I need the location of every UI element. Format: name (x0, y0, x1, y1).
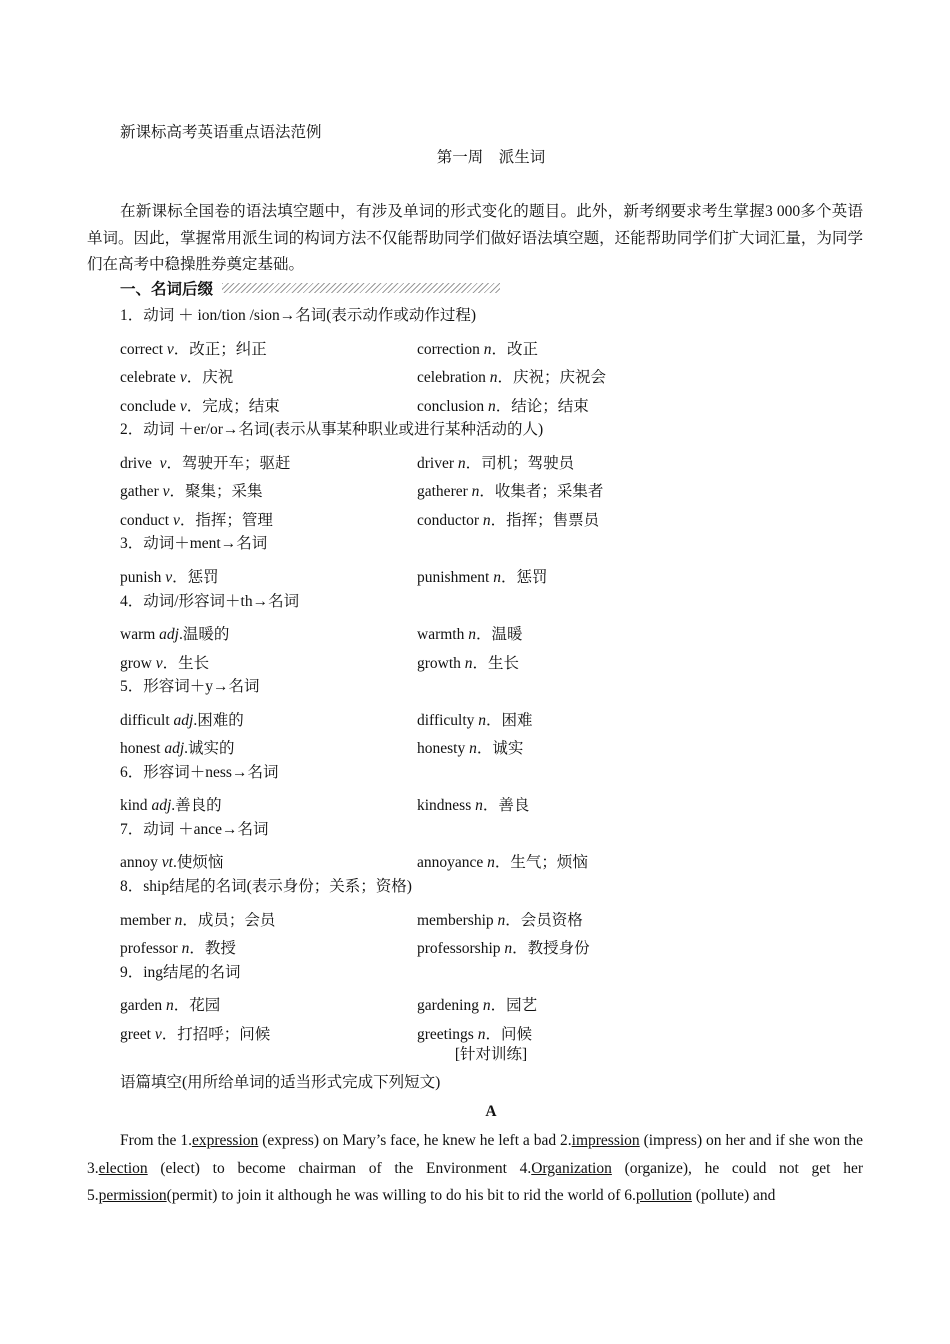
derived-word (417, 709, 533, 733)
meaning: ．问候 (485, 1025, 532, 1043)
derived-word (417, 851, 588, 875)
word-pair-row (120, 994, 880, 1018)
word-pair-row (120, 652, 880, 676)
part-of-speech: adj (164, 740, 185, 758)
base-word (120, 737, 235, 761)
section-divider (222, 283, 500, 293)
base-word (120, 909, 275, 933)
meaning: ．司机；驾驶员 (465, 454, 575, 472)
word-pair-row (120, 937, 880, 961)
word: warm (120, 626, 160, 644)
passage-text: (organize), he could not get her 5. (87, 1159, 863, 1204)
meaning: ．完成；结束 (186, 397, 280, 415)
word: annoyance (417, 854, 488, 872)
word: membership (417, 911, 498, 929)
word: kindness (417, 797, 476, 815)
word: professorship (417, 940, 505, 958)
meaning: ．温暖 (475, 626, 523, 644)
exercise-instructions: (用所给单词的适当形式完成下列短文) (182, 1074, 441, 1091)
meaning: ．成员；会员 (182, 911, 276, 929)
base-word (120, 652, 209, 676)
meaning: ．改正 (491, 340, 538, 358)
word-pair-row (120, 366, 880, 390)
part-of-speech: v (154, 1025, 162, 1043)
word: difficult (120, 711, 174, 729)
base-word (120, 794, 222, 818)
part-of-speech: n (478, 711, 487, 729)
training-title: [针对训练] (454, 1046, 528, 1063)
meaning: ．生长 (472, 654, 520, 672)
word-pair-row (120, 395, 880, 419)
derived-word (417, 480, 603, 504)
meaning: ．收集者；采集者 (479, 483, 604, 501)
meaning: ．教授身份 (512, 940, 590, 958)
exercise-label: 语篇填空 (120, 1074, 183, 1091)
part-of-speech: adj (159, 626, 179, 644)
word: warmth (417, 626, 469, 644)
rule-heading: 6．形容词＋ness→名词 (120, 763, 279, 781)
derived-word (417, 338, 538, 362)
word: grow (120, 654, 156, 672)
word: conclude (120, 397, 180, 415)
answer-5: permission (98, 1187, 167, 1204)
word: conduct (120, 511, 173, 529)
meaning: .困难的 (193, 711, 244, 729)
base-word (120, 709, 244, 733)
meaning: ．改正；纠正 (173, 340, 267, 358)
word-pair-row (120, 794, 880, 818)
word-pair-row (120, 1023, 880, 1047)
meaning: ．生气；烦恼 (494, 854, 588, 872)
meaning: ．庆祝 (186, 369, 234, 387)
base-word (120, 623, 229, 647)
rule-heading: 7．动词 ＋ance→名词 (120, 820, 269, 838)
base-word (120, 480, 263, 504)
exercise-heading (120, 1073, 440, 1093)
base-word (120, 509, 273, 533)
week-title: 第一周 派生词 (436, 149, 546, 166)
word: honesty (417, 740, 470, 758)
word: garden (120, 997, 167, 1015)
base-word (120, 994, 220, 1018)
passage-text: (impress) on her and if she won the 3. (87, 1132, 863, 1177)
meaning: ．惩罚 (500, 568, 548, 586)
part-of-speech: n (457, 454, 466, 472)
word: driver (417, 454, 458, 472)
part-of-speech: v (179, 397, 187, 415)
meaning: ．教授 (189, 940, 236, 958)
base-word (120, 851, 223, 875)
meaning: .温暖的 (178, 626, 230, 644)
passage-text: (express) on Mary’s face, he knew he left a bad 2. (258, 1132, 572, 1149)
rule-heading: 3．动词＋ment→名词 (120, 535, 268, 553)
meaning: ．聚集；采集 (169, 483, 263, 501)
word: kind (120, 797, 152, 815)
meaning: ．驾驶开车；驱赶 (166, 454, 291, 472)
word: professor (120, 940, 182, 958)
meaning: ．庆祝；庆祝会 (497, 369, 606, 387)
meaning: ．善良 (482, 797, 530, 815)
part-of-speech: adj (151, 797, 172, 815)
word: conductor (417, 511, 483, 529)
part-of-speech: n (482, 511, 491, 529)
derived-word (417, 1023, 532, 1047)
word: gather (120, 483, 163, 501)
part-of-speech: v (166, 340, 174, 358)
passage-label: A (485, 1103, 497, 1120)
derived-word (417, 909, 583, 933)
passage-text: (permit) to join it although he was willing to do his bit to rid the world of 6. (166, 1187, 636, 1204)
rule-heading: 5．形容词＋y→名词 (120, 678, 260, 696)
part-of-speech: n (497, 911, 506, 929)
word: member (120, 911, 175, 929)
passage-text: (pollute) and (691, 1187, 776, 1204)
part-of-speech: n (477, 1025, 486, 1043)
word: gardening (417, 997, 483, 1015)
word-pair-row (120, 737, 880, 761)
word: conclusion (417, 397, 489, 415)
part-of-speech: v (159, 454, 167, 472)
part-of-speech: n (468, 626, 476, 644)
part-of-speech: v (155, 654, 163, 672)
word: annoy (120, 854, 162, 872)
base-word (120, 395, 280, 419)
derived-word (417, 652, 519, 676)
meaning: ．结论；结束 (495, 397, 589, 415)
meaning: ．花园 (173, 997, 221, 1015)
part-of-speech: n (487, 854, 495, 872)
part-of-speech: n (489, 369, 498, 387)
meaning: ．指挥；售票员 (490, 511, 600, 529)
part-of-speech: n (471, 483, 480, 501)
word: correct (120, 340, 167, 358)
document-title: 新课标高考英语重点语法范例 (120, 124, 322, 141)
answer-3: election (98, 1159, 148, 1177)
part-of-speech: v (172, 511, 180, 529)
word-pair-row (120, 709, 880, 733)
meaning: ．打招呼；问候 (161, 1025, 271, 1043)
section-heading: 一、名词后缀 (120, 281, 214, 298)
meaning: ．会员资格 (505, 911, 583, 929)
part-of-speech: n (488, 397, 496, 415)
meaning: .诚实的 (184, 740, 235, 758)
part-of-speech: vt (161, 854, 173, 872)
meaning: ．生长 (162, 654, 210, 672)
passage-text: (elect) to become chairman of the Environment 4. (147, 1159, 532, 1177)
derived-word (417, 509, 599, 533)
passage-a (87, 1127, 863, 1210)
rule-heading: 1．动词 ＋ ion/tion /sion→名词(表示动作或动作过程) (120, 307, 477, 324)
word: gatherer (417, 483, 472, 501)
word: drive (120, 454, 160, 472)
word: greetings (417, 1025, 478, 1043)
base-word (120, 1023, 270, 1047)
part-of-speech: n (464, 654, 473, 672)
derived-word (417, 366, 606, 390)
derived-word (417, 623, 523, 647)
part-of-speech: adj (173, 711, 194, 729)
meaning: ．诚实 (476, 740, 524, 758)
word-pair-row (120, 338, 880, 362)
word-pair-row (120, 909, 880, 933)
word: punishment (417, 568, 494, 586)
meaning: ．惩罚 (172, 568, 219, 586)
answer-6: pollution (635, 1187, 692, 1204)
part-of-speech: v (179, 369, 187, 387)
derived-word (417, 737, 523, 761)
derived-word (417, 566, 547, 590)
meaning: .使烦恼 (172, 854, 224, 872)
intro-paragraph: 在新课标全国卷的语法填空题中，有涉及单词的形式变化的题目。此外，新考纲要求考生掌握3 000多个英语单词。因此，掌握常用派生词的构词方法不仅能帮助同学们做好语法填空题，还能帮助同学们扩大词汇量，为同学们在高考中稳操胜券奠定基础。 (87, 203, 863, 273)
part-of-speech: n (475, 797, 483, 815)
word: honest (120, 740, 165, 758)
part-of-speech: v (165, 568, 173, 586)
part-of-speech: n (469, 740, 477, 758)
passage-text: From the 1. (120, 1132, 192, 1149)
part-of-speech: n (181, 940, 190, 958)
word: greet (120, 1025, 155, 1043)
base-word (120, 366, 233, 390)
part-of-speech: n (483, 340, 492, 358)
rule-heading: 4．动词/形容词＋th→名词 (120, 592, 300, 610)
word: punish (120, 568, 166, 586)
word-pair-row (120, 480, 880, 504)
derived-word (417, 794, 529, 818)
base-word (120, 937, 236, 961)
answer-4: Organization (531, 1159, 612, 1177)
derived-word (417, 994, 537, 1018)
derived-word (417, 937, 590, 961)
rule-heading: 9．ing结尾的名词 (120, 963, 241, 981)
word-pair-row (120, 566, 880, 590)
word-pair-row (120, 509, 880, 533)
word: celebration (417, 369, 490, 387)
word-pair-row (120, 623, 880, 647)
word: difficulty (417, 711, 479, 729)
word: correction (417, 340, 484, 358)
part-of-speech: n (504, 940, 513, 958)
meaning: ．园艺 (490, 997, 538, 1015)
meaning: .善良的 (171, 797, 222, 815)
base-word (120, 452, 291, 476)
part-of-speech: n (482, 997, 491, 1015)
meaning: ．困难 (486, 711, 533, 729)
meaning: ．指挥；管理 (179, 511, 273, 529)
derived-word (417, 395, 589, 419)
word-pair-row (120, 452, 880, 476)
derived-word (417, 452, 574, 476)
word: celebrate (120, 369, 180, 387)
base-word (120, 566, 219, 590)
word-pair-row (120, 851, 880, 875)
part-of-speech: n (493, 568, 501, 586)
part-of-speech: v (162, 483, 170, 501)
part-of-speech: n (174, 911, 183, 929)
part-of-speech: n (166, 997, 174, 1015)
word: growth (417, 654, 465, 672)
rule-heading: 2．动词 ＋er/or→名词(表示从事某种职业或进行某种活动的人) (120, 421, 544, 439)
rule-heading: 8．ship结尾的名词(表示身份；关系；资格) (120, 878, 412, 895)
answer-1: expression (191, 1132, 259, 1149)
answer-2: impression (571, 1132, 640, 1149)
base-word (120, 338, 267, 362)
